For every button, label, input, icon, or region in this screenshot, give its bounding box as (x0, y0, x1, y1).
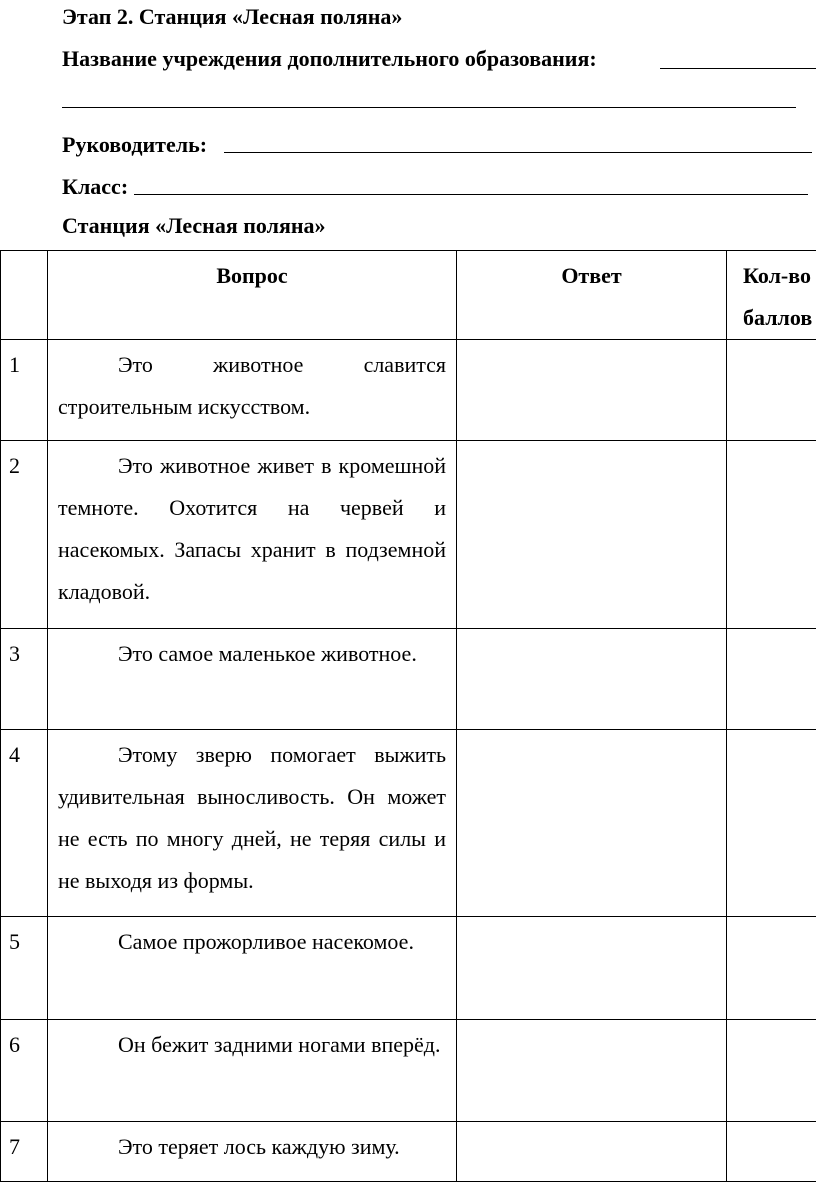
points-cell[interactable] (727, 629, 816, 730)
row-number: 4 (1, 730, 48, 917)
row-number: 6 (1, 1020, 48, 1122)
question-cell: Это самое маленькое животное. (48, 629, 457, 730)
answer-cell[interactable] (457, 441, 727, 629)
answer-cell[interactable] (457, 340, 727, 441)
table-row (1, 1020, 816, 1122)
points-cell[interactable] (727, 340, 816, 441)
question-cell: Это теряет лось каждую зиму. (48, 1122, 457, 1182)
station-title: Станция «Лесная поляна» (62, 213, 326, 238)
table-row (1, 441, 816, 629)
points-cell[interactable] (727, 441, 816, 629)
answer-cell[interactable] (457, 1020, 727, 1122)
institution-label: Название учреждения дополнительного образования: (62, 46, 597, 71)
header-points: Кол-во баллов (727, 251, 816, 340)
leader-label: Руководитель: (62, 132, 208, 157)
table-row (1, 629, 816, 730)
quiz-table (0, 250, 816, 1182)
points-cell[interactable] (727, 730, 816, 917)
answer-cell[interactable] (457, 629, 727, 730)
header-num-cell (1, 251, 48, 340)
table-row (1, 340, 816, 441)
points-cell[interactable] (727, 1122, 816, 1182)
answer-cell[interactable] (457, 917, 727, 1020)
question-cell: Самое прожорливое насекомое. (48, 917, 457, 1020)
answer-cell[interactable] (457, 1122, 727, 1182)
question-cell: Он бежит задними ногами вперёд. (48, 1020, 457, 1122)
points-cell[interactable] (727, 917, 816, 1020)
row-number: 1 (1, 340, 48, 441)
row-number: 7 (1, 1122, 48, 1182)
leader-line[interactable] (224, 152, 812, 153)
row-number: 2 (1, 441, 48, 629)
points-cell[interactable] (727, 1020, 816, 1122)
header-question: Вопрос (48, 251, 457, 340)
table-header-row (1, 251, 816, 340)
institution-line-1[interactable] (660, 68, 816, 69)
question-cell: Это животное славится строительным искусством. (48, 340, 457, 441)
institution-line-2[interactable] (62, 107, 796, 108)
table-row (1, 730, 816, 917)
stage-title: Этап 2. Станция «Лесная поляна» (62, 4, 403, 29)
row-number: 5 (1, 917, 48, 1020)
answer-cell[interactable] (457, 730, 727, 917)
question-cell: Этому зверю помогает выжить удивительная выносливость. Он может не есть по многу дней, не теряя силы и не выходя из формы. (48, 730, 457, 917)
table-row (1, 917, 816, 1020)
row-number: 3 (1, 629, 48, 730)
header-answer: Ответ (457, 251, 727, 340)
question-cell: Это животное живет в кромешной темноте. Охотится на червей и насекомых. Запасы хранит в подземной кладовой. (48, 441, 457, 629)
class-label: Класс: (62, 174, 129, 199)
class-line[interactable] (134, 194, 808, 195)
table-row (1, 1122, 816, 1182)
